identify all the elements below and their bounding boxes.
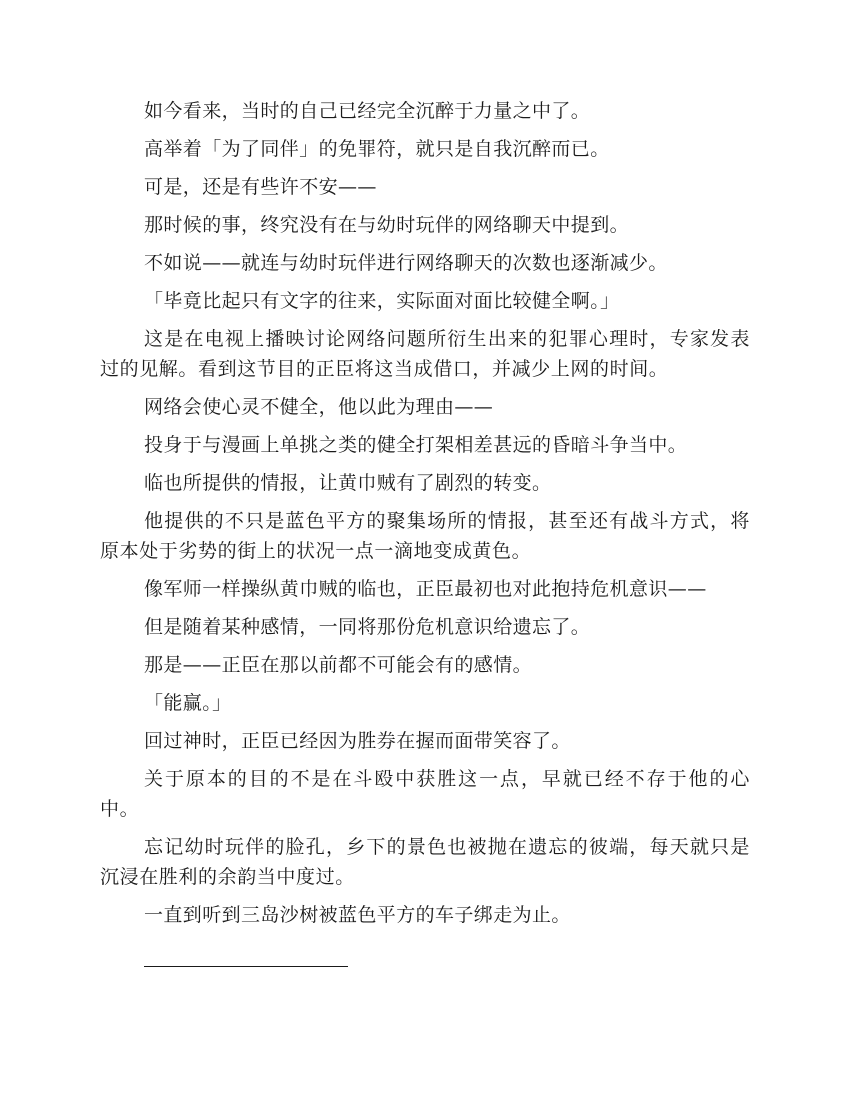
paragraph: 但是随着某种感情，一同将那份危机意识给遗忘了。 xyxy=(144,616,591,638)
paragraph: 忘记幼时玩伴的脸孔，乡下的景色也被抛在遗忘的彼端，每天就只是沉浸在胜利的余韵当中度过。 xyxy=(100,836,750,888)
paragraph: 临也所提供的情报，让黄巾贼有了剧烈的转变。 xyxy=(144,472,552,494)
paragraph: 网络会使心灵不健全，他以此为理由—— xyxy=(144,396,494,418)
paragraph: 可是，还是有些许不安—— xyxy=(144,176,377,198)
paragraph: 像军师一样操纵黄巾贼的临也，正臣最初也对此抱持危机意识—— xyxy=(144,578,707,600)
paragraph: 「能赢。」 xyxy=(144,692,232,714)
paragraph: 他提供的不只是蓝色平方的聚集场所的情报，甚至还有战斗方式，将原本处于劣势的街上的状况一点一滴地变成黄色。 xyxy=(100,510,750,562)
paragraph: 那是——正臣在那以前都不可能会有的感情。 xyxy=(144,654,533,676)
paragraph: 不如说——就连与幼时玩伴进行网络聊天的次数也逐渐减少。 xyxy=(144,252,668,274)
section-divider xyxy=(144,966,348,967)
paragraph: 投身于与漫画上单挑之类的健全打架相差甚远的昏暗斗争当中。 xyxy=(144,434,688,456)
paragraph: 如今看来，当时的自己已经完全沉醉于力量之中了。 xyxy=(144,100,591,122)
document-page xyxy=(100,96,750,967)
paragraph: 一直到听到三岛沙树被蓝色平方的车子绑走为止。 xyxy=(144,904,571,926)
paragraph: 那时候的事，终究没有在与幼时玩伴的网络聊天中提到。 xyxy=(144,214,630,236)
paragraph: 高举着「为了同伴」的免罪符，就只是自我沉醉而已。 xyxy=(144,138,610,160)
paragraph: 关于原本的目的不是在斗殴中获胜这一点，早就已经不存于他的心中。 xyxy=(100,768,750,820)
paragraph: 「毕竟比起只有文字的往来，实际面对面比较健全啊。」 xyxy=(144,290,620,312)
paragraph: 这是在电视上播映讨论网络问题所衍生出来的犯罪心理时，专家发表过的见解。看到这节目的正臣将这当成借口，并减少上网的时间。 xyxy=(100,328,750,380)
paragraph: 回过神时，正臣已经因为胜券在握而面带笑容了。 xyxy=(144,730,571,752)
